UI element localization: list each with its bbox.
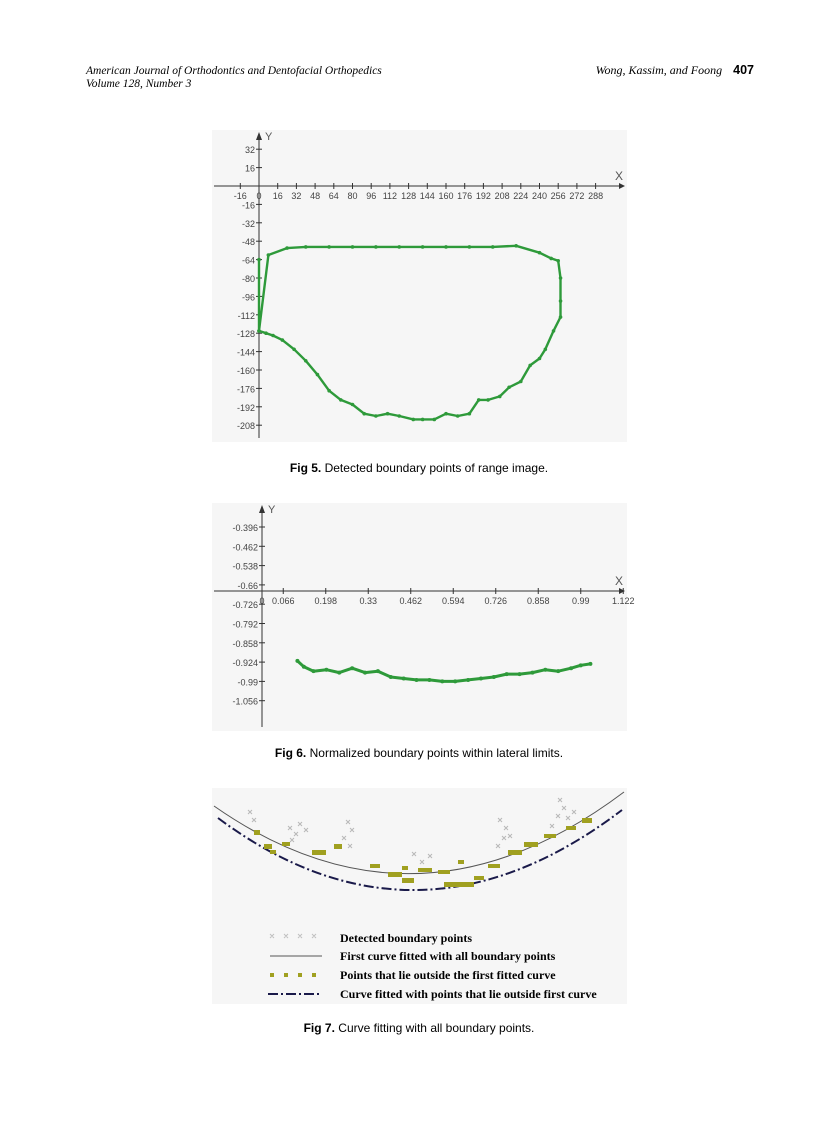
boundary-point [257, 329, 261, 333]
y-tick-label: -0.726 [232, 600, 258, 611]
x-tick-label: 0.594 [441, 596, 465, 606]
boundary-point [486, 398, 490, 402]
x-tick-label: 0.33 [359, 596, 378, 606]
boundary-point [514, 244, 518, 248]
x-tick-label: 0.726 [484, 596, 508, 606]
normalized-boundary-point [453, 679, 457, 683]
journal-name: American Journal of Orthodontics and Dentofacial Orthopedics [86, 65, 382, 77]
x-tick-label: 32 [291, 191, 302, 201]
figure-6-label: Fig 6. [274, 746, 307, 760]
boundary-point [304, 359, 308, 363]
boundary-point [351, 245, 355, 249]
boundary-point [468, 412, 472, 416]
x-tick-label: 256 [550, 191, 566, 201]
x-tick-label: 144 [419, 191, 435, 201]
normalized-boundary-point [302, 665, 306, 669]
y-tick-label: -112 [237, 310, 255, 321]
y-tick-label: -160 [236, 366, 255, 376]
boundary-point [549, 257, 553, 261]
x-tick-label: 128 [401, 191, 417, 201]
figure-7-diagram [212, 788, 627, 1004]
x-axis-title: X [615, 574, 624, 588]
boundary-point [271, 334, 275, 338]
boundary-point [386, 412, 390, 416]
legend-first-curve: First curve fitted with all boundary points [340, 949, 556, 963]
boundary-point [433, 418, 437, 422]
legend-outside-points: Points that lie outside the first fitted curve [340, 968, 556, 982]
figure-7-caption [0, 1021, 838, 1035]
y-tick-label: -128 [236, 329, 255, 340]
normalized-boundary-point [543, 668, 547, 672]
x-tick-label: 192 [475, 191, 491, 201]
y-tick-label: 32 [244, 145, 255, 156]
boundary-point [468, 245, 472, 249]
boundary-point [538, 251, 542, 255]
journal-volume: Volume 128, Number 3 [86, 78, 192, 90]
boundary-point [444, 245, 448, 249]
x-tick-label: 0.858 [526, 596, 550, 606]
y-tick-label: -0.538 [232, 561, 258, 572]
boundary-point [304, 245, 308, 249]
x-tick-label: 0.198 [314, 596, 338, 606]
normalized-boundary-point [588, 662, 592, 666]
y-tick-label: -0.792 [232, 619, 258, 630]
y-tick-label: -48 [241, 237, 255, 248]
normalized-boundary-point [492, 675, 496, 679]
boundary-point [559, 315, 563, 319]
normalized-boundary-point [389, 675, 393, 679]
y-tick-label: -208 [236, 421, 255, 432]
normalized-boundary-point [579, 663, 583, 667]
y-tick-label: -0.99 [237, 677, 258, 688]
y-tick-label: -0.462 [232, 542, 258, 553]
y-tick-label: -96 [241, 292, 255, 303]
y-tick-label: 16 [244, 163, 255, 174]
normalized-boundary-point [530, 671, 534, 675]
plot-background [212, 130, 627, 442]
figure-6-caption [0, 746, 838, 760]
normalized-boundary-point [556, 669, 560, 673]
x-tick-label: 112 [382, 191, 398, 201]
y-tick-label: -0.858 [232, 638, 258, 649]
boundary-point [552, 329, 556, 333]
page-number: 407 [733, 63, 754, 77]
x-tick-label: 160 [438, 191, 454, 201]
y-tick-label: -0.66 [237, 580, 258, 591]
x-tick-label: 240 [531, 191, 548, 201]
boundary-point [281, 338, 285, 342]
boundary-point [339, 398, 343, 402]
figure-5-caption [0, 461, 838, 475]
x-tick-label: 0.066 [271, 596, 295, 606]
x-tick-label: 0 [256, 191, 262, 201]
figure-6-chart [212, 503, 635, 731]
figure-7-label: Fig 7. [303, 1021, 335, 1035]
boundary-point [556, 259, 560, 263]
boundary-point [362, 412, 366, 416]
normalized-boundary-point [376, 669, 380, 673]
x-tick-label: 16 [272, 191, 283, 201]
x-tick-label: 272 [569, 191, 585, 201]
x-tick-label: 0.99 [571, 596, 590, 606]
authors: Wong, Kassim, and Foong [595, 63, 723, 77]
x-tick-label: 48 [310, 191, 321, 201]
y-axis-title: Y [265, 131, 273, 143]
figure-7-caption-text: Curve fitting with all boundary points. [338, 1021, 535, 1035]
normalized-boundary-point [363, 671, 367, 675]
normalized-boundary-point [324, 668, 328, 672]
legend-detected-points: Detected boundary points [340, 931, 473, 945]
normalized-boundary-point [312, 669, 316, 673]
normalized-boundary-point [295, 659, 299, 663]
boundary-point [267, 253, 271, 257]
normalized-boundary-point [518, 672, 522, 676]
x-tick-label: 288 [588, 191, 604, 201]
boundary-point [491, 245, 495, 249]
x-tick-label: 64 [328, 191, 339, 201]
boundary-point [374, 414, 378, 418]
plot-background [212, 503, 627, 731]
boundary-point [316, 373, 320, 377]
figure-5-label: Fig 5. [289, 461, 322, 475]
x-tick-label: 96 [366, 191, 377, 201]
boundary-point [538, 357, 542, 361]
boundary-point [456, 414, 460, 418]
x-tick-label: 208 [494, 191, 510, 201]
normalized-boundary-point [350, 666, 354, 670]
y-tick-label: -1.056 [232, 696, 258, 707]
y-axis-title: Y [268, 504, 276, 516]
boundary-point [397, 245, 401, 249]
x-tick-label: 0.462 [399, 596, 423, 606]
normalized-boundary-point [337, 671, 341, 675]
boundary-point [559, 276, 563, 280]
boundary-point [421, 245, 425, 249]
boundary-point [397, 414, 401, 418]
boundary-point [544, 348, 548, 352]
boundary-point [257, 258, 261, 262]
figure-5-caption-text: Detected boundary points of range image. [324, 461, 549, 475]
boundary-point [292, 348, 296, 352]
y-tick-label: -0.396 [232, 523, 258, 533]
normalized-boundary-point [415, 678, 419, 682]
normalized-boundary-point [569, 666, 573, 670]
boundary-point [477, 398, 481, 402]
boundary-point [519, 380, 523, 384]
x-tick-label: 0 [259, 596, 265, 606]
y-tick-label: -176 [236, 384, 255, 395]
y-tick-label: -32 [241, 218, 255, 229]
normalized-boundary-point [427, 678, 431, 682]
x-tick-label: 80 [347, 191, 358, 201]
x-tick-label: 176 [457, 191, 473, 201]
y-tick-label: -192 [236, 402, 255, 413]
boundary-point [264, 331, 268, 335]
boundary-point [374, 245, 378, 249]
y-tick-label: -0.924 [232, 658, 258, 669]
x-tick-label: 224 [513, 191, 529, 201]
boundary-point [559, 299, 563, 303]
boundary-point [285, 246, 289, 250]
x-axis-title: X [615, 169, 624, 183]
running-header-right [596, 63, 754, 78]
y-tick-label: -80 [241, 274, 255, 284]
normalized-boundary-point [466, 678, 470, 682]
figure-6-caption-text: Normalized boundary points within lateral limits. [309, 746, 564, 760]
figure-5-chart [212, 130, 627, 442]
boundary-point [351, 403, 355, 407]
boundary-point [421, 418, 425, 422]
normalized-boundary-point [479, 676, 483, 680]
boundary-point [498, 395, 502, 399]
y-tick-label: -144 [236, 347, 255, 358]
boundary-point [507, 385, 511, 389]
x-tick-label: -16 [233, 191, 247, 201]
boundary-point [528, 364, 532, 368]
running-header-left [86, 65, 382, 91]
legend-second-curve: Curve fitted with points that lie outside first curve [340, 987, 597, 1001]
boundary-point [444, 412, 448, 416]
boundary-point [327, 389, 331, 393]
y-tick-label: -16 [241, 200, 255, 211]
normalized-boundary-point [440, 679, 444, 683]
boundary-point [327, 245, 331, 249]
x-tick-label: 1.122 [611, 596, 635, 606]
normalized-boundary-point [505, 672, 509, 676]
y-tick-label: -64 [241, 255, 255, 266]
normalized-boundary-point [402, 676, 406, 680]
boundary-point [411, 418, 415, 422]
